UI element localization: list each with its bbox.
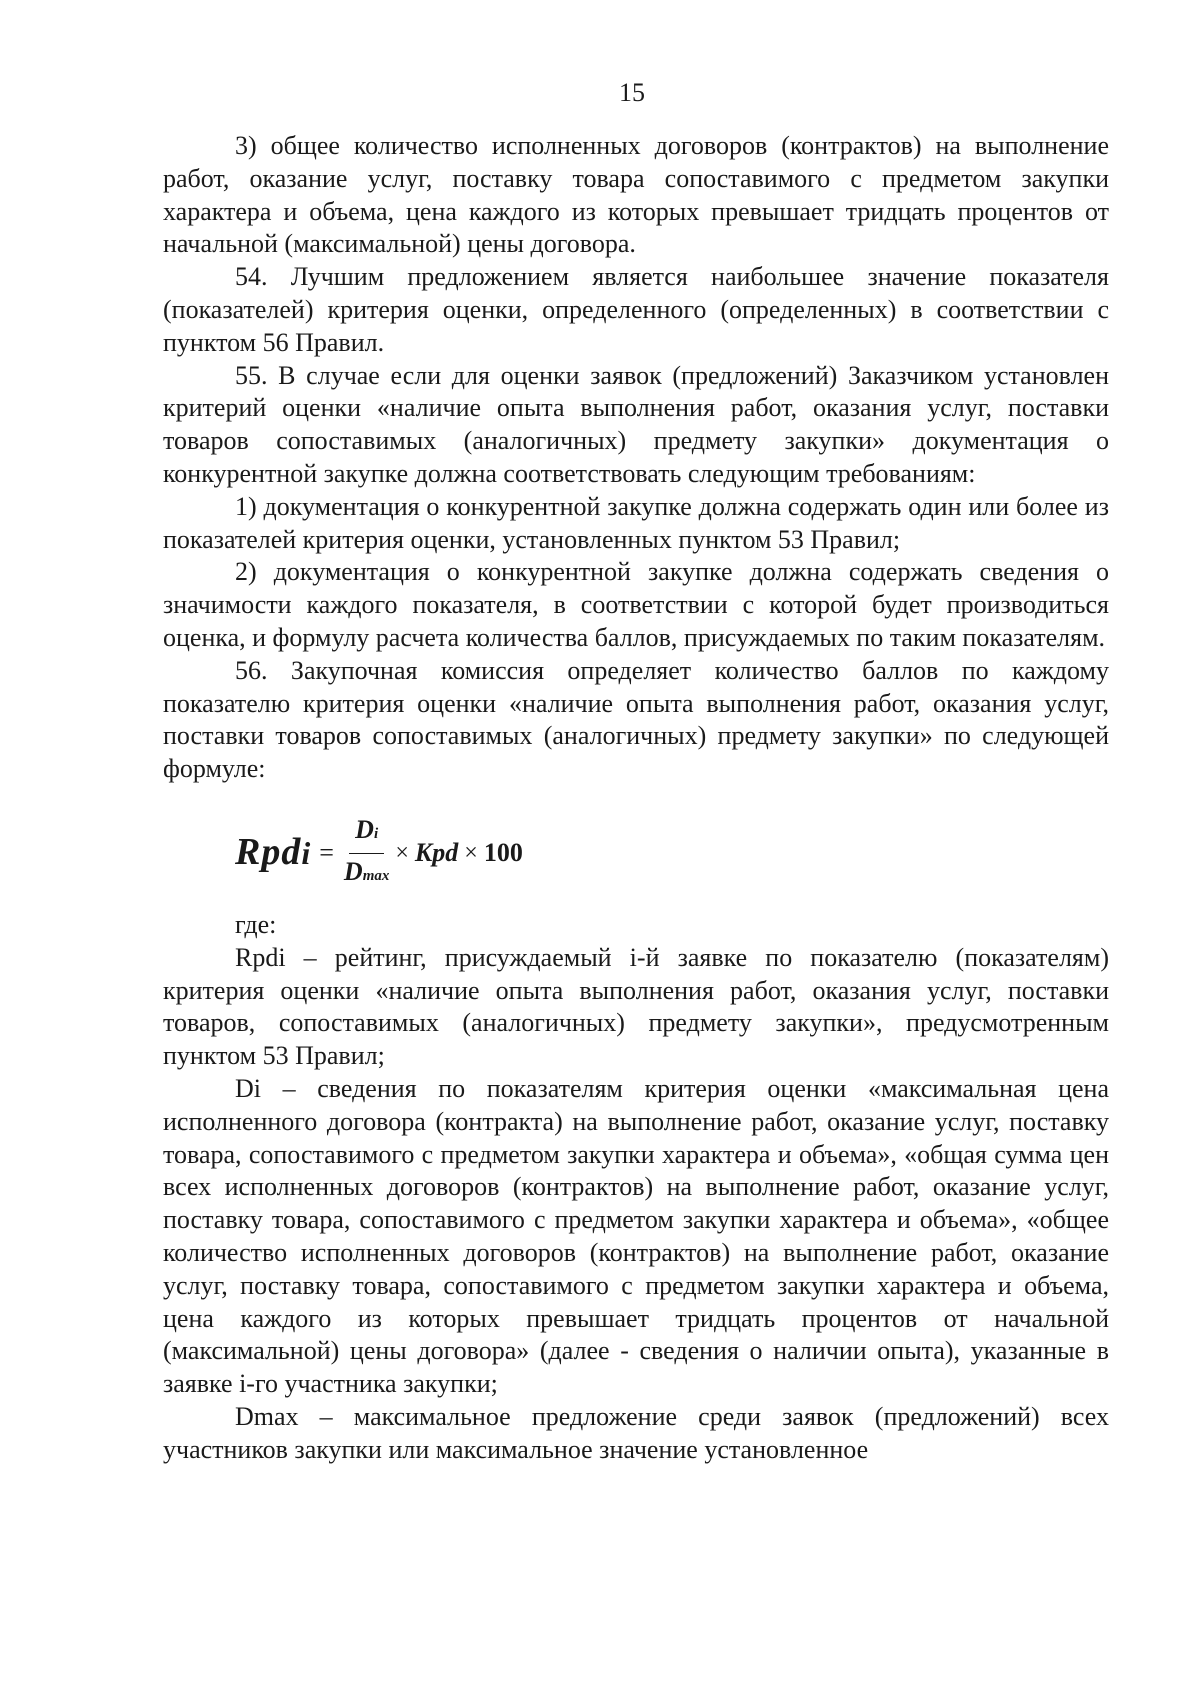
page-number: 15 xyxy=(619,78,645,107)
definition-dmax: Dmax – максимальное предложение среди заявок (предложений) всех участников закупки или максимальное значение установленное xyxy=(163,1401,1109,1464)
formula-denominator: Dmax xyxy=(343,856,390,886)
formula-times-2: × xyxy=(464,839,478,866)
formula-constant: 100 xyxy=(483,837,523,867)
paragraph-item-3: 3) общее количество исполненных договоров (контрактов) на выполнение работ, оказание услуг, поставку товара сопоставимого с предметом закупки характера и объема, цена каждого из которых превышает тридцать процентов от начальной (максимальной) цены договора. xyxy=(163,131,1109,259)
paragraph-55-item-2: 2) документация о конкурентной закупке должна содержать сведения о значимости каждого показателя, в соответствии с которой будет производиться оценка, и формулу расчета количества баллов, присуждаемых по таким показателям. xyxy=(163,557,1109,652)
rating-formula xyxy=(235,814,523,893)
where-label: где: xyxy=(235,909,277,939)
paragraph-54: 54. Лучшим предложением является наибольшее значение показателя (показателей) критерия оценки, определенного (определенных) в соответствии с пунктом 56 Правил. xyxy=(163,262,1109,357)
paragraph-55: 55. В случае если для оценки заявок (предложений) Заказчиком установлен критерий оценки «наличие опыта выполнения работ, оказания услуг, поставки товаров сопоставимых (аналогичных) предмету закупки» документация о конкурентной закупке должна соответствовать следующим требованиям: xyxy=(163,360,1109,488)
formula-times-1: × xyxy=(395,839,409,866)
formula-coefficient: Kpd xyxy=(414,837,459,867)
definition-rpdi: Rpdi – рейтинг, присуждаемый i-й заявке по показателю (показателям) критерия оценки «наличие опыта выполнения работ, оказания услуг, поставки товаров, сопоставимых (аналогичных) предмету закупки», предусмотренным пунктом 53 Правил; xyxy=(163,942,1109,1071)
definition-di: Di – сведения по показателям критерия оценки «максимальная цена исполненного договора (контракта) на выполнение работ, оказание услуг, поставку товара, сопоставимого с предметом закупки характера и объема», «общая сумма цен всех исполненных договоров (контрактов) на выполнение работ, оказание услуг, поставку товара, сопоставимого с предметом закупки характера и объема», «общее количество исполненных договоров (контрактов) на выполнение работ, оказание услуг, поставку товара, сопоставимого с предметом закупки характера и объема, цена каждого из которых превышает тридцать процентов от начальной (максимальной) цены договора» (далее - сведения о наличии опыта), указанные в заявке i-го участника закупки; xyxy=(163,1073,1109,1399)
formula-equals: = xyxy=(319,837,334,867)
document-body xyxy=(163,130,1109,1466)
formula-fraction xyxy=(344,814,389,893)
formula-numerator: Di xyxy=(349,814,384,854)
paragraph-56: 56. Закупочная комиссия определяет количество баллов по каждому показателю критерия оценки «наличие опыта выполнения работ, оказания услуг, поставки товаров сопоставимых (аналогичных) предмету закупки» по следующей формуле: xyxy=(163,655,1109,784)
formula-lhs: Rpdi xyxy=(235,831,312,874)
formula-block xyxy=(163,786,1109,909)
paragraph-55-item-1: 1) документация о конкурентной закупке должна содержать один или более из показателей критерия оценки, установленных пунктом 53 Правил; xyxy=(163,491,1109,554)
